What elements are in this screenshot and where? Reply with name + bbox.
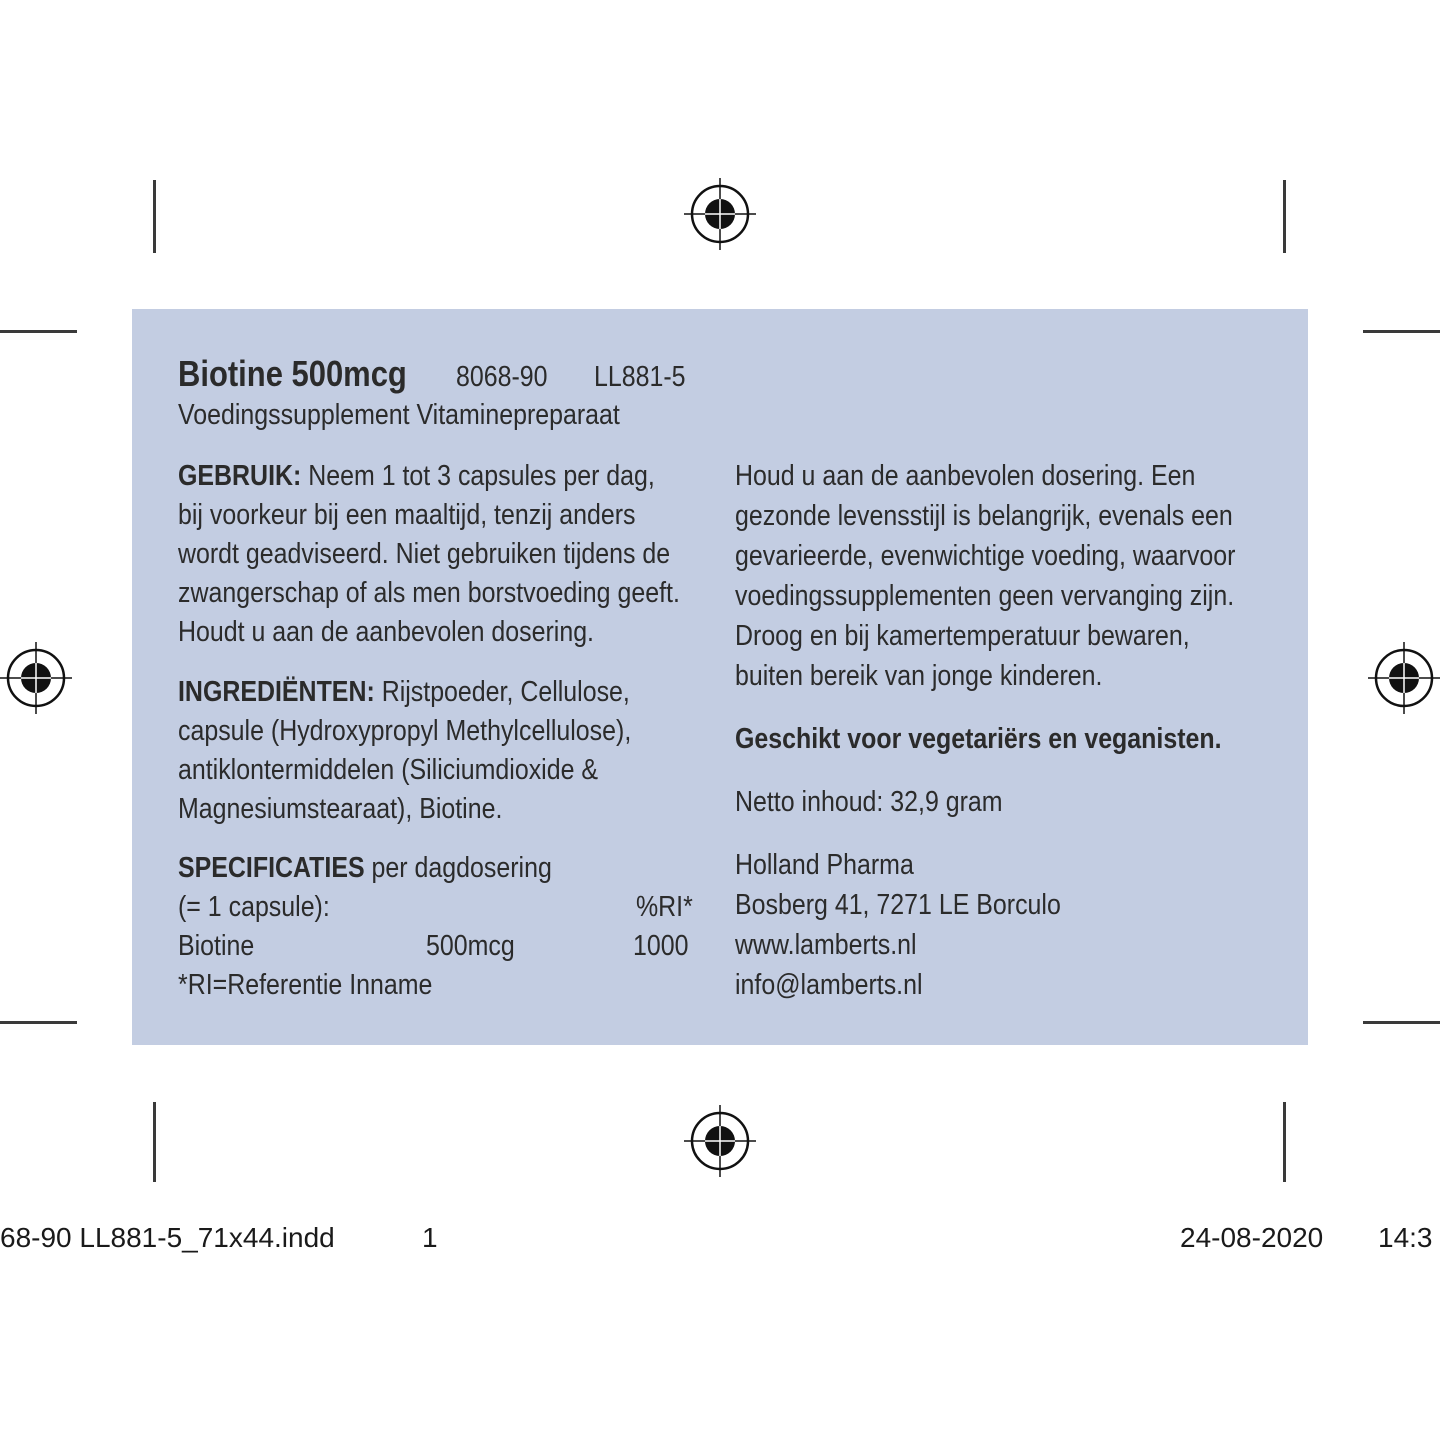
usage-line-4: zwangerschap of als men borstvoeding geeft. <box>178 577 680 609</box>
registration-mark-icon <box>1368 642 1440 714</box>
ingredients-heading: INGREDIËNTEN: <box>178 676 375 708</box>
slug-date: 24-08-2020 <box>1180 1222 1324 1253</box>
advice-line-4: voedingssupplementen geen vervanging zijn. <box>735 580 1235 612</box>
net-content: Netto inhoud: 32,9 gram <box>735 786 1003 818</box>
usage-line-3: wordt geadviseerd. Niet gebruiken tijdens de <box>178 538 671 570</box>
advice-line-5: Droog en bij kamertemperatuur bewaren, <box>735 620 1190 652</box>
specs-row-amount: 500mcg <box>426 930 515 962</box>
usage-line-2: bij voorkeur bij een maaltijd, tenzij anders <box>178 499 636 531</box>
specs-serving: (= 1 capsule): <box>178 891 330 923</box>
usage-heading: GEBRUIK: <box>178 460 302 492</box>
slug-page: 1 <box>422 1222 438 1253</box>
ingredients-line-2: capsule (Hydroxypropyl Methylcellulose), <box>178 715 632 747</box>
advice-line-1: Houd u aan de aanbevolen dosering. Een <box>735 460 1196 492</box>
crop-mark-icon <box>153 180 156 253</box>
advice-line-3: gevarieerde, evenwichtige voeding, waarvoor <box>735 540 1236 572</box>
specs-heading: SPECIFICATIES <box>178 852 365 884</box>
company-name: Holland Pharma <box>735 849 914 881</box>
crop-mark-icon <box>0 1021 77 1024</box>
slug-time: 14:3 <box>1378 1222 1433 1253</box>
ingredients-line-4: Magnesiumstearaat), Biotine. <box>178 793 503 825</box>
company-email: info@lamberts.nl <box>735 969 923 1001</box>
vegan-statement: Geschikt voor vegetariërs en veganisten. <box>735 723 1222 755</box>
product-subtitle: Voedingssupplement Vitaminepreparaat <box>178 399 620 431</box>
specs-footnote: *RI=Referentie Inname <box>178 969 433 1001</box>
usage-line-5: Houdt u aan de aanbevolen dosering. <box>178 616 594 648</box>
registration-mark-icon <box>684 178 756 250</box>
crop-mark-icon <box>1363 330 1440 333</box>
specs-row-ri: 1000 <box>633 930 689 962</box>
ingredients-line-1: INGREDIËNTEN: Rijstpoeder, Cellulose, <box>178 676 630 708</box>
crop-mark-icon <box>153 1102 156 1182</box>
product-name: Biotine 500mcg <box>178 353 407 394</box>
specs-ri-header: %RI* <box>636 891 693 923</box>
company-website: www.lamberts.nl <box>735 929 917 961</box>
crop-mark-icon <box>1363 1021 1440 1024</box>
crop-mark-icon <box>1283 1102 1286 1182</box>
crop-mark-icon <box>1283 180 1286 253</box>
specs-row-name: Biotine <box>178 930 255 962</box>
specs-heading-line: SPECIFICATIES per dagdosering <box>178 852 552 884</box>
advice-line-6: buiten bereik van jonge kinderen. <box>735 660 1103 692</box>
registration-mark-icon <box>684 1105 756 1177</box>
product-label <box>132 309 1308 1045</box>
slug-filename: 68-90 LL881-5_71x44.indd <box>0 1222 335 1253</box>
product-code: 8068-90 <box>456 361 548 393</box>
company-address: Bosberg 41, 7271 LE Borculo <box>735 889 1061 921</box>
ingredients-line-3: antiklontermiddelen (Siliciumdioxide & <box>178 754 599 786</box>
crop-mark-icon <box>0 330 77 333</box>
advice-line-2: gezonde levensstijl is belangrijk, evenals een <box>735 500 1233 532</box>
product-code-secondary: LL881-5 <box>594 361 686 393</box>
usage-line-1: GEBRUIK: Neem 1 tot 3 capsules per dag, <box>178 460 655 492</box>
registration-mark-icon <box>0 642 72 714</box>
